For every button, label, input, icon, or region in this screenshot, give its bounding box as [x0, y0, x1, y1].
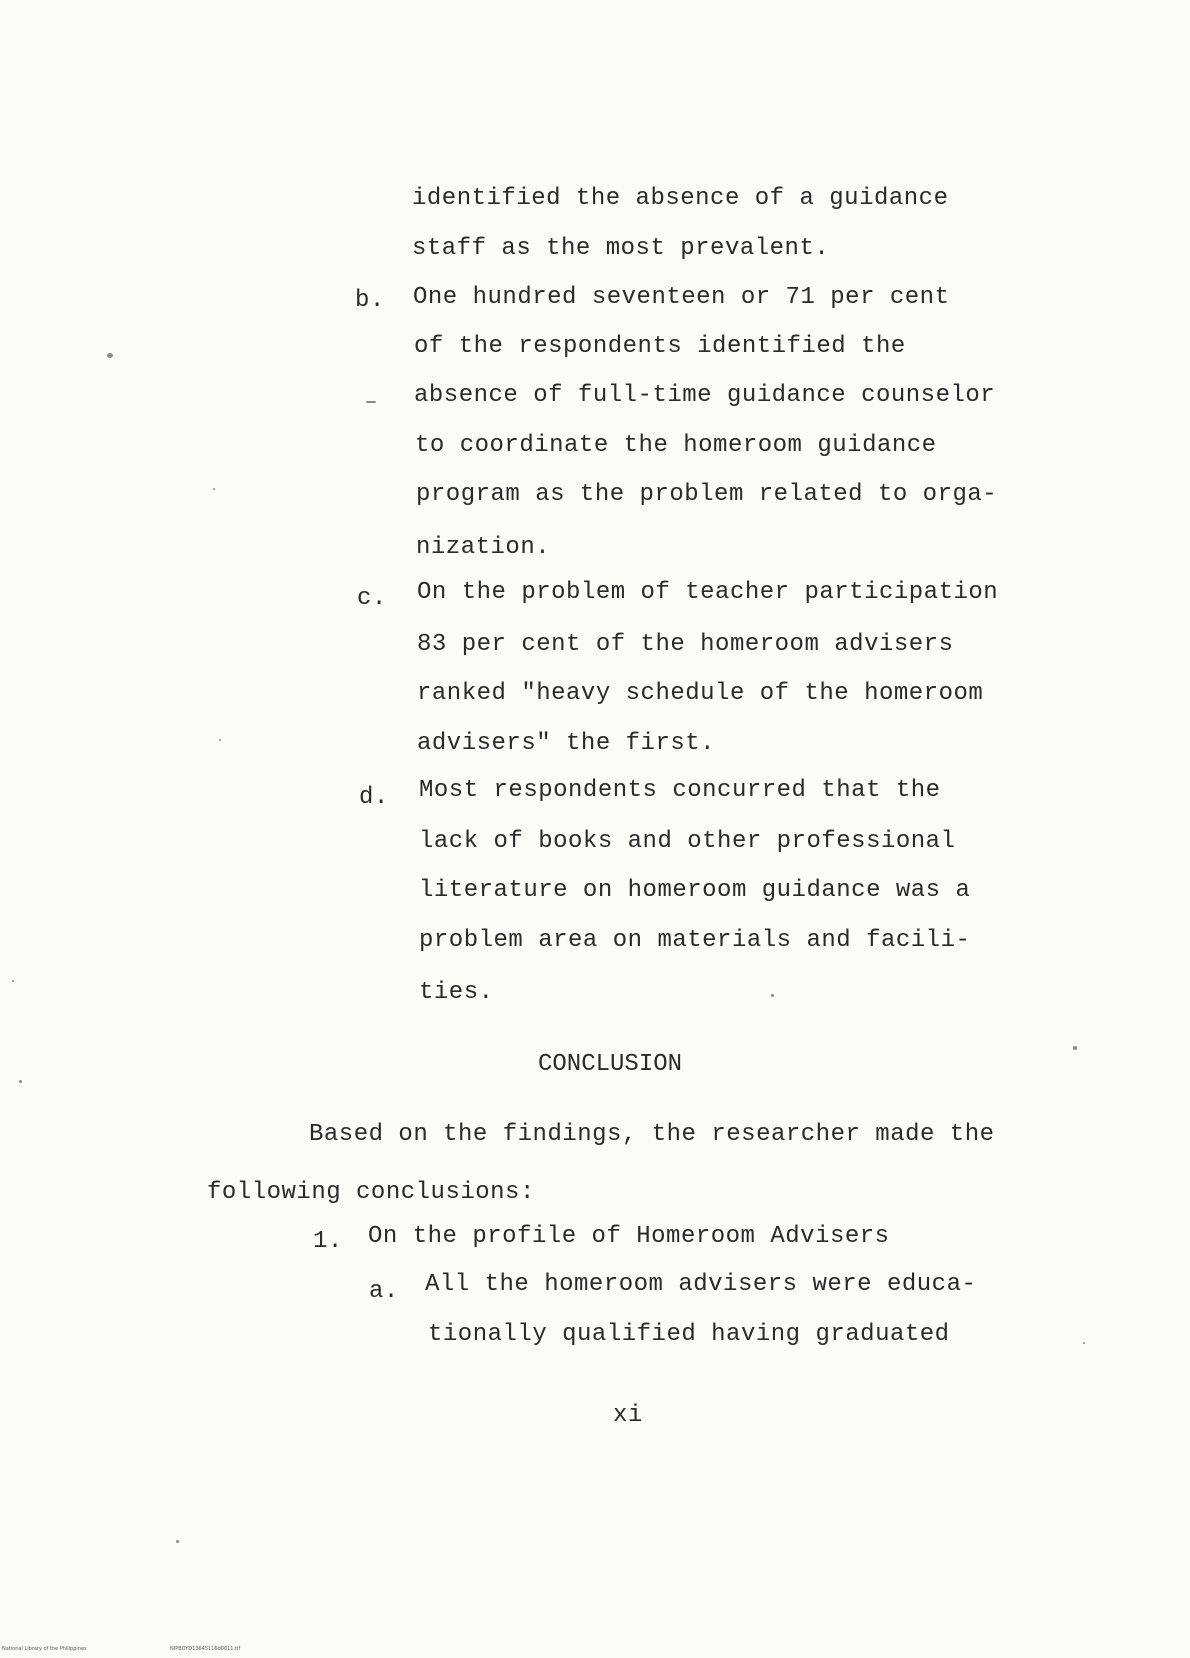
text-line: On the problem of teacher participation [417, 579, 999, 606]
text-line: literature on homeroom guidance was a [419, 877, 971, 904]
list-label-c: c. [357, 585, 387, 612]
text-line: of the respondents identified the [414, 333, 906, 360]
text-line: absence of full-time guidance counselor [414, 382, 996, 409]
scan-speck [12, 980, 14, 982]
text-line: One hundred seventeen or 71 per cent [413, 284, 950, 311]
text-line: program as the problem related to orga- [416, 481, 998, 508]
scan-speck [176, 1540, 179, 1543]
list-label-b: b. [355, 287, 385, 314]
scan-speck [1073, 1046, 1077, 1050]
scan-speck [771, 994, 774, 997]
page-number: xi [613, 1402, 643, 1429]
scan-speck [19, 1080, 22, 1083]
scan-speck [107, 353, 113, 358]
text-line: nization. [416, 534, 551, 561]
paragraph-line: following conclusions: [207, 1179, 535, 1206]
text-line: ranked "heavy schedule of the homeroom [417, 680, 984, 707]
text-line: problem area on materials and facili- [419, 927, 971, 954]
text-line: 83 per cent of the homeroom advisers [417, 631, 954, 658]
text-line: tionally qualified having graduated [428, 1321, 950, 1348]
scan-speck [219, 739, 221, 741]
list-label-1: 1. [313, 1228, 343, 1255]
scan-speck [213, 488, 215, 490]
footer-file-id: NIPBOYD13645116d0011.tif [170, 1646, 241, 1652]
text-line: to coordinate the homeroom guidance [415, 432, 937, 459]
text-line: lack of books and other professional [419, 828, 956, 855]
footer-library: National Library of the Philippines [2, 1646, 87, 1652]
text-line: advisers" the first. [417, 730, 716, 757]
scan-speck [1083, 1342, 1085, 1344]
text-line: On the profile of Homeroom Advisers [368, 1223, 890, 1250]
text-line: All the homeroom advisers were educa- [425, 1271, 977, 1298]
text-line: identified the absence of a guidance [412, 185, 949, 212]
text-line: ties. [419, 979, 494, 1006]
list-label-a: a. [369, 1278, 399, 1305]
text-line: Most respondents concurred that the [419, 777, 941, 804]
list-label-d: d. [359, 784, 389, 811]
section-heading: CONCLUSION [538, 1051, 683, 1078]
text-line: staff as the most prevalent. [412, 235, 830, 262]
paragraph-line: Based on the findings, the researcher made the [309, 1121, 995, 1148]
scan-speck [366, 401, 376, 403]
